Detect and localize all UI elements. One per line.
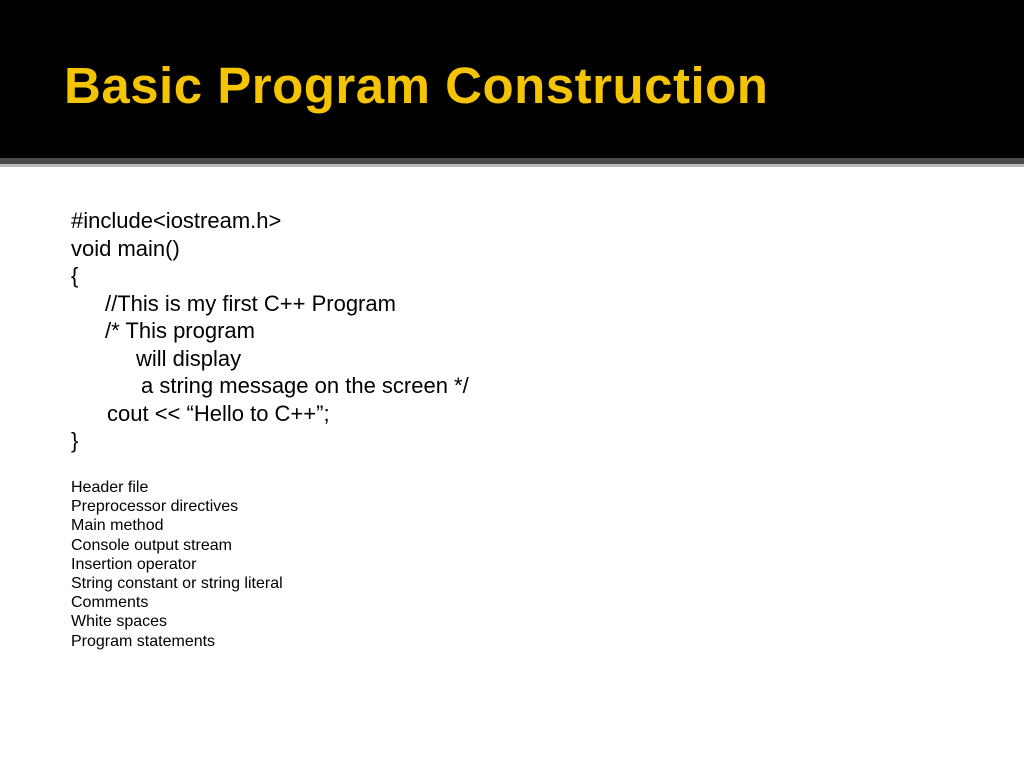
- term-item-white-spaces: White spaces: [71, 613, 168, 631]
- title-bar: [0, 0, 1024, 158]
- term-item-string-literal: String constant or string literal: [71, 575, 283, 593]
- code-line-close-brace: }: [71, 428, 79, 453]
- code-line-single-comment: //This is my first C++ Program: [105, 290, 396, 316]
- code-line-open-brace: {: [71, 263, 79, 288]
- code-line-include: #include<iostream.h>: [71, 208, 282, 233]
- code-line-block-comment-start: /* This program: [105, 318, 255, 343]
- code-line-block-comment-middle: will display: [136, 345, 242, 371]
- term-item-program-statements: Program statements: [71, 632, 216, 650]
- terms-list: [71, 478, 283, 651]
- term-item-console-output-stream: Console output stream: [71, 536, 232, 554]
- term-item-preprocessor-directives: Preprocessor directives: [71, 498, 239, 516]
- term-item-comments: Comments: [71, 594, 149, 612]
- code-line-cout-statement: cout << “Hello to C++”;: [107, 400, 330, 426]
- term-item-header-file: Header file: [71, 479, 149, 496]
- title-divider-light: [0, 164, 1024, 167]
- term-item-main-method: Main method: [71, 517, 164, 535]
- slide-title: Basic Program Construction: [64, 57, 769, 114]
- term-item-insertion-operator: Insertion operator: [71, 555, 197, 573]
- code-example: [71, 207, 469, 455]
- code-line-block-comment-end: a string message on the screen */: [141, 373, 469, 398]
- code-line-main-signature: void main(): [71, 235, 180, 261]
